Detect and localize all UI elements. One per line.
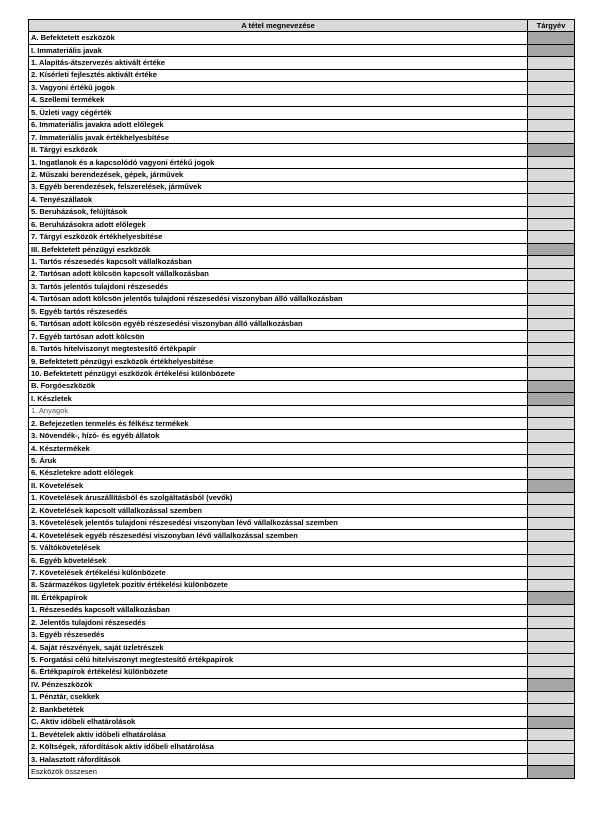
item-name-cell: I. Készletek [29, 393, 528, 405]
table-row [29, 318, 575, 330]
current-year-header: Tárgyév [528, 20, 575, 32]
table-row [29, 156, 575, 168]
item-name-cell: 3. Egyéb berendezések, felszerelések, járművek [29, 181, 528, 193]
item-name-cell: B. Forgóeszközök [29, 380, 528, 392]
item-name-cell: 4. Tartósan adott kölcsön jelentős tulajdoni részesedési viszonyban álló vállalkozásban [29, 293, 528, 305]
table-row [29, 604, 575, 616]
table-row [29, 69, 575, 81]
current-year-value-cell[interactable] [528, 679, 575, 691]
current-year-value-cell[interactable] [528, 641, 575, 653]
item-name-cell: 1. Ingatlanok és a kapcsolódó vagyoni értékű jogok [29, 156, 528, 168]
current-year-value-cell[interactable] [528, 343, 575, 355]
item-name-cell: 8. Származékos ügyletek pozitív értékelési különbözete [29, 579, 528, 591]
item-name-cell: 4. Tenyészállatok [29, 194, 528, 206]
item-name-cell: 1. Tartós részesedés kapcsolt vállalkozásban [29, 256, 528, 268]
current-year-value-cell[interactable] [528, 455, 575, 467]
table-row [29, 467, 575, 479]
item-name-cell: 6. Készletekre adott előlegek [29, 467, 528, 479]
table-body [29, 32, 575, 778]
item-name-cell: 1. Részesedés kapcsolt vállalkozásban [29, 604, 528, 616]
current-year-value-cell[interactable] [528, 306, 575, 318]
item-name-cell: II. Követelések [29, 480, 528, 492]
table-row [29, 281, 575, 293]
current-year-value-cell[interactable] [528, 44, 575, 56]
table-row [29, 480, 575, 492]
table-row [29, 107, 575, 119]
current-year-value-cell[interactable] [528, 107, 575, 119]
item-name-cell: 2. Bankbetétek [29, 704, 528, 716]
item-name-cell: 3. Egyéb részesedés [29, 629, 528, 641]
item-name-cell: 7. Követelések értékelési különbözete [29, 567, 528, 579]
current-year-value-cell[interactable] [528, 57, 575, 69]
current-year-value-cell[interactable] [528, 380, 575, 392]
table-row [29, 505, 575, 517]
table-row [29, 206, 575, 218]
item-name-cell: 6. Beruházásokra adott előlegek [29, 219, 528, 231]
item-name-cell: 1. Pénztár, csekkek [29, 691, 528, 703]
item-name-cell: 5. Váltókövetelések [29, 542, 528, 554]
current-year-value-cell[interactable] [528, 368, 575, 380]
table-row [29, 393, 575, 405]
current-year-value-cell[interactable] [528, 753, 575, 765]
table-row [29, 368, 575, 380]
item-name-cell: 4. Szellemi termékek [29, 94, 528, 106]
table-row [29, 542, 575, 554]
item-name-cell: 5. Forgatási célú hitelviszonyt megtestesítő értékpapírok [29, 654, 528, 666]
table-row [29, 57, 575, 69]
current-year-value-cell[interactable] [528, 231, 575, 243]
table-row [29, 268, 575, 280]
current-year-value-cell[interactable] [528, 741, 575, 753]
table-row [29, 666, 575, 678]
current-year-value-cell[interactable] [528, 704, 575, 716]
table-row [29, 82, 575, 94]
table-row [29, 194, 575, 206]
current-year-value-cell[interactable] [528, 654, 575, 666]
current-year-value-cell[interactable] [528, 156, 575, 168]
table-row [29, 716, 575, 728]
item-name-cell: 4. Késztermékek [29, 442, 528, 454]
item-name-cell: 1. Bevételek aktív időbeli elhatárolása [29, 728, 528, 740]
current-year-value-cell[interactable] [528, 219, 575, 231]
table-row [29, 306, 575, 318]
current-year-value-cell[interactable] [528, 666, 575, 678]
item-name-cell: 2. Költségek, ráfordítások aktív időbeli elhatárolása [29, 741, 528, 753]
current-year-value-cell[interactable] [528, 604, 575, 616]
current-year-value-cell[interactable] [528, 492, 575, 504]
current-year-value-cell[interactable] [528, 144, 575, 156]
item-name-cell: 6. Immateriális javakra adott előlegek [29, 119, 528, 131]
item-name-cell: 5. Beruházások, felújítások [29, 206, 528, 218]
current-year-value-cell[interactable] [528, 728, 575, 740]
current-year-value-cell[interactable] [528, 480, 575, 492]
item-name-cell: 1. Anyagok [29, 405, 528, 417]
table-row [29, 728, 575, 740]
item-name-cell: A. Befektetett eszközök [29, 32, 528, 44]
table-row [29, 243, 575, 255]
current-year-value-cell[interactable] [528, 330, 575, 342]
table-row [29, 380, 575, 392]
current-year-value-cell[interactable] [528, 554, 575, 566]
current-year-value-cell[interactable] [528, 418, 575, 430]
table-row [29, 529, 575, 541]
table-row [29, 430, 575, 442]
table-row [29, 355, 575, 367]
current-year-value-cell[interactable] [528, 567, 575, 579]
item-name-cell: 8. Tartós hitelviszonyt megtestesítő értékpapír [29, 343, 528, 355]
table-row [29, 131, 575, 143]
table-row [29, 629, 575, 641]
current-year-value-cell[interactable] [528, 206, 575, 218]
current-year-value-cell[interactable] [528, 766, 575, 778]
current-year-value-cell[interactable] [528, 181, 575, 193]
current-year-value-cell[interactable] [528, 268, 575, 280]
current-year-value-cell[interactable] [528, 629, 575, 641]
table-row [29, 44, 575, 56]
item-name-cell: 2. Kísérleti fejlesztés aktivált értéke [29, 69, 528, 81]
table-row [29, 169, 575, 181]
item-name-cell: 3. Halasztott ráfordítások [29, 753, 528, 765]
item-name-cell: 5. Áruk [29, 455, 528, 467]
item-name-cell: III. Értékpapírok [29, 592, 528, 604]
current-year-value-cell[interactable] [528, 293, 575, 305]
item-name-cell: 2. Jelentős tulajdoni részesedés [29, 617, 528, 629]
current-year-value-cell[interactable] [528, 442, 575, 454]
current-year-value-cell[interactable] [528, 243, 575, 255]
item-name-cell: 6. Egyéb követelések [29, 554, 528, 566]
current-year-value-cell[interactable] [528, 82, 575, 94]
current-year-value-cell[interactable] [528, 579, 575, 591]
current-year-value-cell[interactable] [528, 393, 575, 405]
item-name-cell: 2. Műszaki berendezések, gépek, járművek [29, 169, 528, 181]
current-year-value-cell[interactable] [528, 517, 575, 529]
table-row [29, 94, 575, 106]
current-year-value-cell[interactable] [528, 592, 575, 604]
current-year-value-cell[interactable] [528, 529, 575, 541]
item-name-cell: IV. Pénzeszközök [29, 679, 528, 691]
item-name-cell: 6. Értékpapírok értékelési különbözete [29, 666, 528, 678]
current-year-value-cell[interactable] [528, 169, 575, 181]
table-row [29, 741, 575, 753]
item-name-cell: 3. Tartós jelentős tulajdoni részesedés [29, 281, 528, 293]
table-row [29, 418, 575, 430]
current-year-value-cell[interactable] [528, 131, 575, 143]
item-name-cell: 2. Tartósan adott kölcsön kapcsolt vállalkozásban [29, 268, 528, 280]
table-row [29, 641, 575, 653]
table-row [29, 753, 575, 765]
current-year-value-cell[interactable] [528, 505, 575, 517]
item-name-cell: C. Aktív időbeli elhatárolások [29, 716, 528, 728]
current-year-value-cell[interactable] [528, 467, 575, 479]
table-row [29, 119, 575, 131]
item-name-cell: 5. Egyéb tartós részesedés [29, 306, 528, 318]
table-row [29, 517, 575, 529]
current-year-value-cell[interactable] [528, 318, 575, 330]
current-year-value-cell[interactable] [528, 281, 575, 293]
item-name-cell: Eszközök összesen [29, 766, 528, 778]
current-year-value-cell[interactable] [528, 69, 575, 81]
item-name-cell: 6. Tartósan adott kölcsön egyéb részesedési viszonyban álló vállalkozásban [29, 318, 528, 330]
table-row [29, 32, 575, 44]
table-row [29, 492, 575, 504]
item-name-cell: 9. Befektetett pénzügyi eszközök értékhelyesbítése [29, 355, 528, 367]
item-name-cell: 10. Befektetett pénzügyi eszközök értékelési különbözete [29, 368, 528, 380]
current-year-value-cell[interactable] [528, 256, 575, 268]
item-name-cell: 4. Követelések egyéb részesedési viszonyban lévő vállalkozással szemben [29, 529, 528, 541]
item-name-cell: 7. Immateriális javak értékhelyesbítése [29, 131, 528, 143]
table-row [29, 691, 575, 703]
current-year-value-cell[interactable] [528, 542, 575, 554]
table-row [29, 455, 575, 467]
table-row [29, 617, 575, 629]
table-row [29, 181, 575, 193]
balance-sheet-table [28, 19, 575, 779]
item-name-cell: 1. Követelések áruszállításból és szolgáltatásból (vevők) [29, 492, 528, 504]
item-name-cell: 3. Vagyoni értékű jogok [29, 82, 528, 94]
table-row [29, 219, 575, 231]
item-name-header: A tétel megnevezése [29, 20, 528, 32]
item-name-cell: II. Tárgyi eszközök [29, 144, 528, 156]
current-year-value-cell[interactable] [528, 691, 575, 703]
item-name-cell: 4. Saját részvények, saját üzletrészek [29, 641, 528, 653]
table-row [29, 567, 575, 579]
current-year-value-cell[interactable] [528, 405, 575, 417]
current-year-value-cell[interactable] [528, 119, 575, 131]
item-name-cell: 7. Tárgyi eszközök értékhelyesbítése [29, 231, 528, 243]
current-year-value-cell[interactable] [528, 617, 575, 629]
item-name-cell: 3. Követelések jelentős tulajdoni részesedési viszonyban lévő vállalkozással szemben [29, 517, 528, 529]
table-row [29, 579, 575, 591]
current-year-value-cell[interactable] [528, 94, 575, 106]
table-row [29, 679, 575, 691]
table-row [29, 231, 575, 243]
item-name-cell: 3. Növendék-, hízó- és egyéb állatok [29, 430, 528, 442]
item-name-cell: 5. Üzleti vagy cégérték [29, 107, 528, 119]
current-year-value-cell[interactable] [528, 32, 575, 44]
current-year-value-cell[interactable] [528, 355, 575, 367]
table-row [29, 144, 575, 156]
current-year-value-cell[interactable] [528, 194, 575, 206]
item-name-cell: I. Immateriális javak [29, 44, 528, 56]
item-name-cell: 1. Alapítás-átszervezés aktivált értéke [29, 57, 528, 69]
item-name-cell: 2. Befejezetlen termelés és félkész termékek [29, 418, 528, 430]
table-row [29, 704, 575, 716]
current-year-value-cell[interactable] [528, 716, 575, 728]
table-row [29, 654, 575, 666]
table-row [29, 343, 575, 355]
item-name-cell: III. Befektetett pénzügyi eszközök [29, 243, 528, 255]
item-name-cell: 2. Követelések kapcsolt vállalkozással szemben [29, 505, 528, 517]
table-row [29, 442, 575, 454]
header-row [29, 20, 575, 32]
table-row [29, 330, 575, 342]
table-row [29, 766, 575, 778]
table-row [29, 293, 575, 305]
table-row [29, 554, 575, 566]
table-row [29, 256, 575, 268]
current-year-value-cell[interactable] [528, 430, 575, 442]
table-row [29, 592, 575, 604]
item-name-cell: 7. Egyéb tartósan adott kölcsön [29, 330, 528, 342]
table-row [29, 405, 575, 417]
